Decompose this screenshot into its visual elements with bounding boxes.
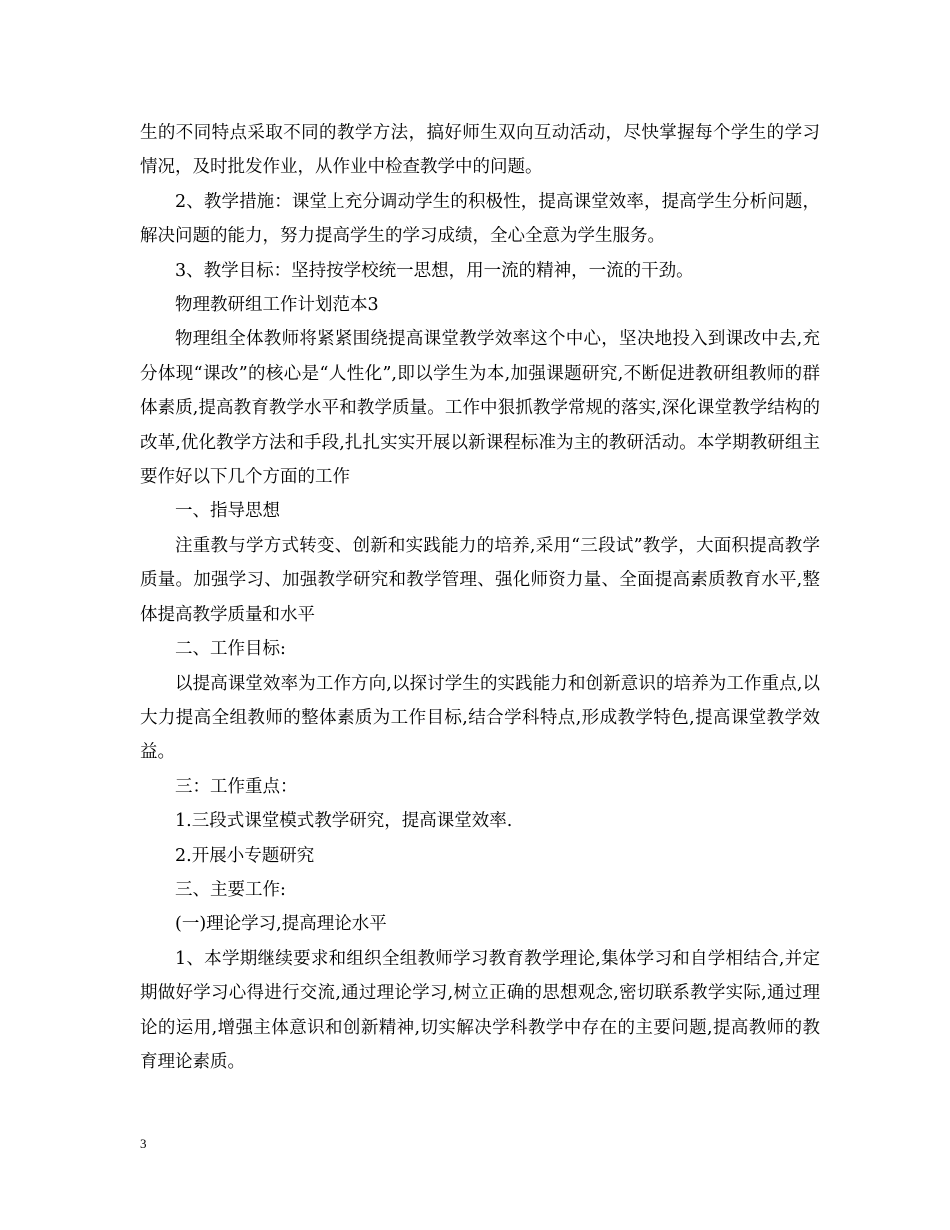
- paragraph: 以提高课堂效率为工作方向,以探讨学生的实践能力和创新意识的培养为工作重点,以大力提高全组教师的整体素质为工作目标,结合学科特点,形成教学特色,提高课堂教学效益。: [140, 673, 820, 763]
- section-heading: 三、主要工作:: [175, 879, 286, 900]
- section-title: 物理教研组工作计划范本3: [175, 295, 379, 316]
- paragraph: 3、教学目标：坚持按学校统一思想，用一流的精神，一流的干劲。: [175, 260, 694, 281]
- list-item: 1.三段式课堂模式教学研究，提高课堂效率.: [175, 811, 513, 832]
- list-item: 2.开展小专题研究: [175, 845, 315, 866]
- section-heading: 一、指导思想: [175, 501, 280, 522]
- paragraph: 1、本学期继续要求和组织全组教师学习教育教学理论,集体学习和自学相结合,并定期做好学习心得进行交流,通过理论学习,树立正确的思想观念,密切联系教学实际,通过理论的运用,增强主体意识和创新精神,切实解决学科教学中存在的主要问题,提高教师的教育理论素质。: [140, 948, 820, 1072]
- page-number: 3: [140, 1136, 147, 1151]
- paragraph: 生的不同特点采取不同的教学方法，搞好师生双向互动活动，尽快掌握每个学生的学习情况，及时批发作业，从作业中检查教学中的问题。: [140, 123, 820, 178]
- paragraph: 物理组全体教师将紧紧围绕提高课堂教学效率这个中心，坚决地投入到课改中去,充分体现“课改”的核心是“人性化”,即以学生为本,加强课题研究,不断促进教研组教师的群体素质,提高教育教学水平和教学质量。工作中狠抓教学常规的落实,深化课堂教学结构的改革,优化教学方法和手段,扎扎实实开展以新课程标准为主的教研活动。本学期教研组主要作好以下几个方面的工作: [140, 329, 820, 488]
- section-heading: 二、工作目标:: [175, 639, 286, 660]
- document-body: [140, 116, 820, 1079]
- paragraph: 注重教与学方式转变、创新和实践能力的培养,采用“三段试”教学，大面积提高教学质量。加强学习、加强教学研究和教学管理、强化师资力量、全面提高素质教育水平,整体提高教学质量和水平: [140, 535, 820, 625]
- paragraph: 2、教学措施：课堂上充分调动学生的积极性，提高课堂效率，提高学生分析问题，解决问题的能力，努力提高学生的学习成绩，全心全意为学生服务。: [140, 191, 820, 247]
- subsection-heading: (一)理论学习,提高理论水平: [175, 914, 387, 935]
- section-heading: 三：工作重点：: [175, 776, 298, 797]
